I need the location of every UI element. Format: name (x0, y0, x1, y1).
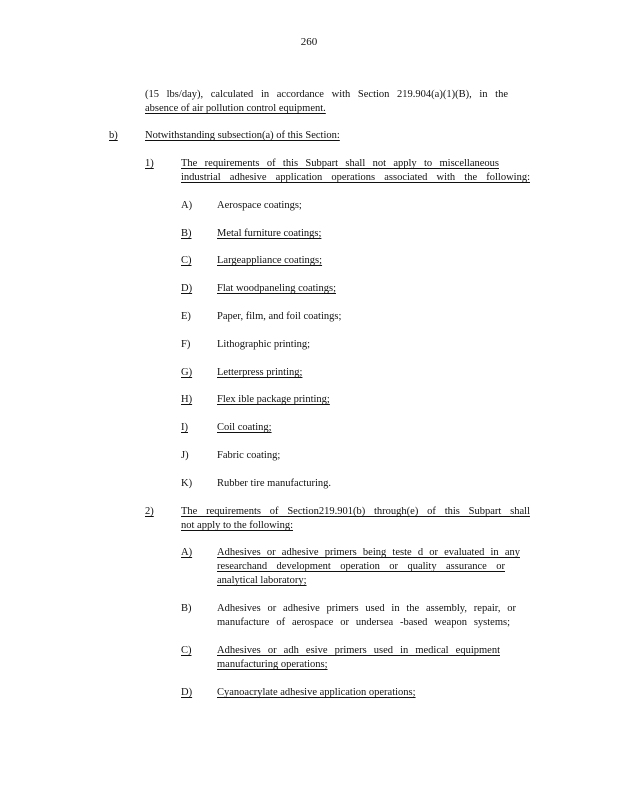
p2-item-line: manufacture of aerospace or undersea -based weapon systems; (217, 617, 510, 628)
p2-item-line: researchand development operation or quality assurance or (217, 561, 505, 572)
intro-line-2: absence of air pollution control equipment. (145, 103, 326, 114)
p1-item-text: Letterpress printing; (217, 367, 303, 378)
intro-line-1: (15 lbs/day), calculated in accordance with Section 219.904(a)(1)(B), in the (145, 89, 508, 100)
p2-item-line: Cyanoacrylate adhesive application operations; (217, 687, 416, 698)
p1-item-text: Coil coating; (217, 422, 272, 433)
page-number: 260 (300, 36, 318, 48)
subsection-b-label: b) (109, 130, 118, 141)
p1-item-text: Fabric coating; (217, 450, 281, 461)
p1-item-label: D) (181, 283, 193, 294)
paragraph-1-line-1: The requirements of this Subpart shall not apply to miscellaneous (181, 158, 499, 169)
p2-item-line: analytical laboratory; (217, 575, 307, 586)
p1-item-label: F) (181, 339, 191, 350)
p1-item-text: Metal furniture coatings; (217, 228, 322, 239)
p1-item-text: Flex ible package printing; (217, 394, 330, 405)
p2-item-label: A) (181, 547, 193, 558)
p1-item-text: Flat woodpaneling coatings; (217, 283, 336, 294)
p1-item-label: H) (181, 394, 193, 405)
p1-item-text: Rubber tire manufacturing. (217, 478, 332, 489)
paragraph-2-line-2: not apply to the following: (181, 520, 293, 531)
p1-item-label: B) (181, 228, 192, 239)
p2-item-label: D) (181, 687, 193, 698)
paragraph-1-label: 1) (145, 158, 154, 169)
paragraph-2-label: 2) (145, 506, 154, 517)
paragraph-2-line-1: The requirements of Section219.901(b) through(e) of this Subpart shall (181, 506, 530, 517)
subsection-b-text: Notwithstanding subsection(a) of this Section: (145, 130, 340, 141)
p1-item-label: J) (181, 450, 189, 461)
p1-item-label: A) (181, 200, 193, 211)
p1-item-text: Paper, film, and foil coatings; (217, 311, 342, 322)
p1-item-label: K) (181, 478, 193, 489)
p2-item-line: manufacturing operations; (217, 659, 328, 670)
p1-item-label: C) (181, 255, 192, 266)
p1-item-label: I) (181, 422, 188, 433)
p1-item-label: E) (181, 311, 191, 322)
p2-item-label: C) (181, 645, 192, 656)
p1-item-text: Largeappliance coatings; (217, 255, 323, 266)
p1-item-text: Lithographic printing; (217, 339, 311, 350)
p2-item-line: Adhesives or adhesive primers used in the assembly, repair, or (217, 603, 516, 614)
p1-item-label: G) (181, 367, 193, 378)
p2-item-line: Adhesives or adh esive primers used in medical equipment (217, 645, 500, 656)
p2-item-line: Adhesives or adhesive primers being teste d or evaluated in any (217, 547, 520, 558)
p2-item-label: B) (181, 603, 192, 614)
paragraph-1-line-2: industrial adhesive application operations associated with the following: (181, 172, 530, 183)
p1-item-text: Aerospace coatings; (217, 200, 302, 211)
